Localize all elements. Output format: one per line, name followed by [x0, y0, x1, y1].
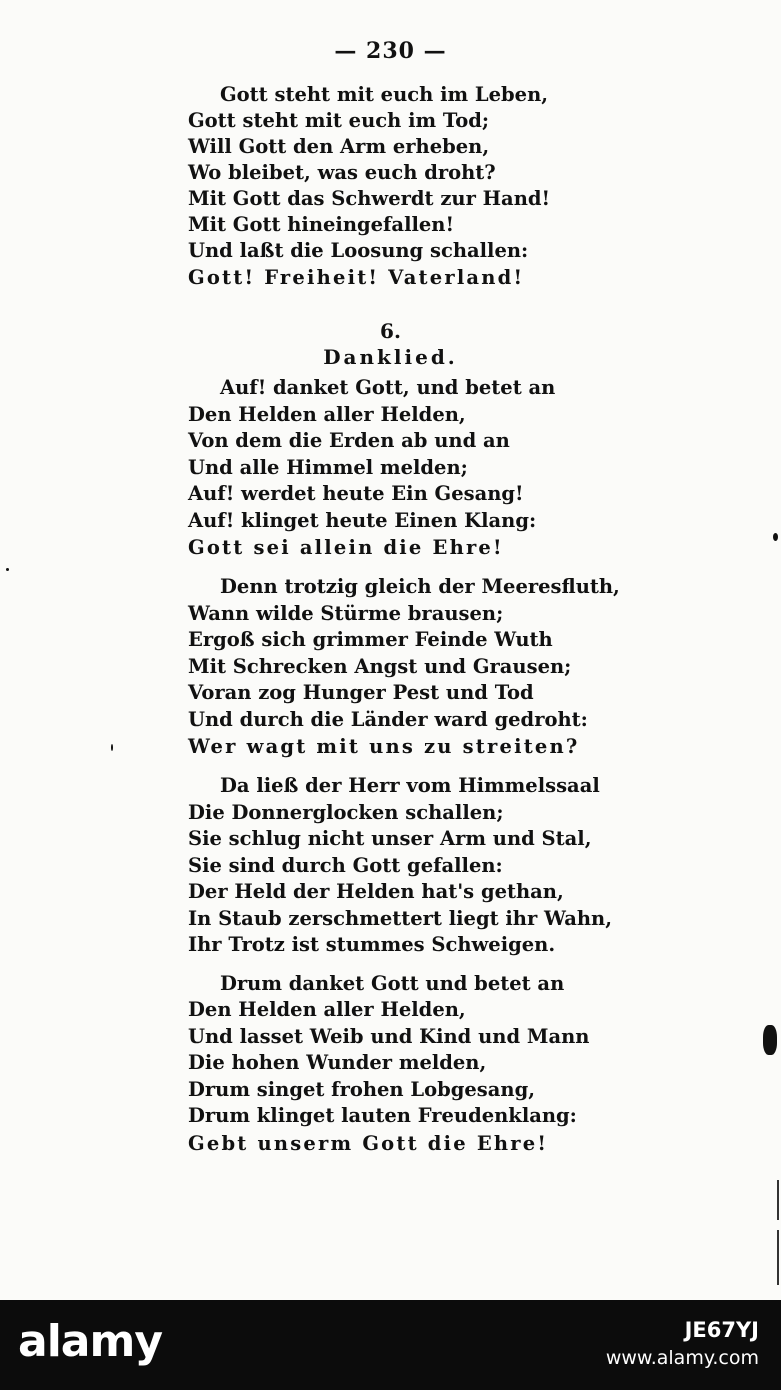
section-number: 6.	[380, 319, 401, 343]
watermark-logo: alamy	[18, 1316, 162, 1367]
poem-line: Denn trotzig gleich der Meeresfluth,	[220, 575, 620, 598]
ink-blot	[763, 1025, 777, 1055]
poem-line: Voran zog Hunger Pest und Tod	[188, 681, 534, 704]
poem-line: Mit Schrecken Angst und Grausen;	[188, 655, 572, 678]
poem-line: Den Helden aller Helden,	[188, 403, 466, 426]
poem-line: Und alle Himmel melden;	[188, 456, 468, 479]
poem-line: Ihr Trotz ist stummes Schweigen.	[188, 933, 556, 956]
page-number: — 230 —	[334, 38, 447, 64]
poem-line: Die hohen Wunder melden,	[188, 1051, 487, 1074]
ink-speck	[111, 744, 113, 751]
poem-line: Wann wilde Stürme brausen;	[188, 602, 504, 625]
poem-line: In Staub zerschmettert liegt ihr Wahn,	[188, 907, 613, 930]
ink-speck	[6, 568, 9, 571]
poem-line: Will Gott den Arm erheben,	[188, 135, 490, 158]
poem-line: Mit Gott das Schwerdt zur Hand!	[188, 187, 551, 210]
poem-line: Auf! danket Gott, und betet an	[220, 376, 556, 399]
poem-line: Den Helden aller Helden,	[188, 998, 466, 1021]
poem-line: Da ließ der Herr vom Himmelssaal	[220, 774, 600, 797]
poem-line: Gott! Freiheit! Vaterland!	[188, 266, 525, 289]
page-edge-mark	[777, 1180, 779, 1220]
poem-line: Drum danket Gott und betet an	[220, 972, 565, 995]
poem-line: Drum singet frohen Lobgesang,	[188, 1078, 536, 1101]
poem-line: Ergoß sich grimmer Feinde Wuth	[188, 628, 553, 651]
poem-line: Wer wagt mit uns zu streiten?	[188, 735, 580, 758]
poem-line: Drum klinget lauten Freudenklang:	[188, 1104, 577, 1127]
poem-line: Gott steht mit euch im Tod;	[188, 109, 490, 132]
poem-line: Die Donnerglocken schallen;	[188, 801, 504, 824]
poem-line: Gott sei allein die Ehre!	[188, 536, 504, 559]
poem-line: Sie sind durch Gott gefallen:	[188, 854, 503, 877]
poem-line: Und laßt die Loosung schallen:	[188, 239, 529, 262]
watermark-image-id: JE67YJ	[684, 1318, 759, 1342]
watermark-url: www.alamy.com	[605, 1347, 759, 1369]
poem-line: Auf! werdet heute Ein Gesang!	[188, 482, 524, 505]
poem-line: Gott steht mit euch im Leben,	[220, 83, 549, 106]
poem-line: Auf! klinget heute Einen Klang:	[188, 509, 537, 532]
poem-line: Und durch die Länder ward gedroht:	[188, 708, 588, 731]
poem-line: Und lasset Weib und Kind und Mann	[188, 1025, 590, 1048]
page-edge-mark	[777, 1230, 779, 1285]
poem-line: Wo bleibet, was euch droht?	[188, 161, 496, 184]
ink-speck	[773, 533, 778, 541]
poem-line: Der Held der Helden hat's gethan,	[188, 880, 564, 903]
poem-line: Gebt unserm Gott die Ehre!	[188, 1132, 549, 1155]
section-title: Danklied.	[323, 345, 458, 369]
poem-line: Sie schlug nicht unser Arm und Stal,	[188, 827, 592, 850]
poem-line: Mit Gott hineingefallen!	[188, 213, 455, 236]
poem-line: Von dem die Erden ab und an	[188, 429, 510, 452]
